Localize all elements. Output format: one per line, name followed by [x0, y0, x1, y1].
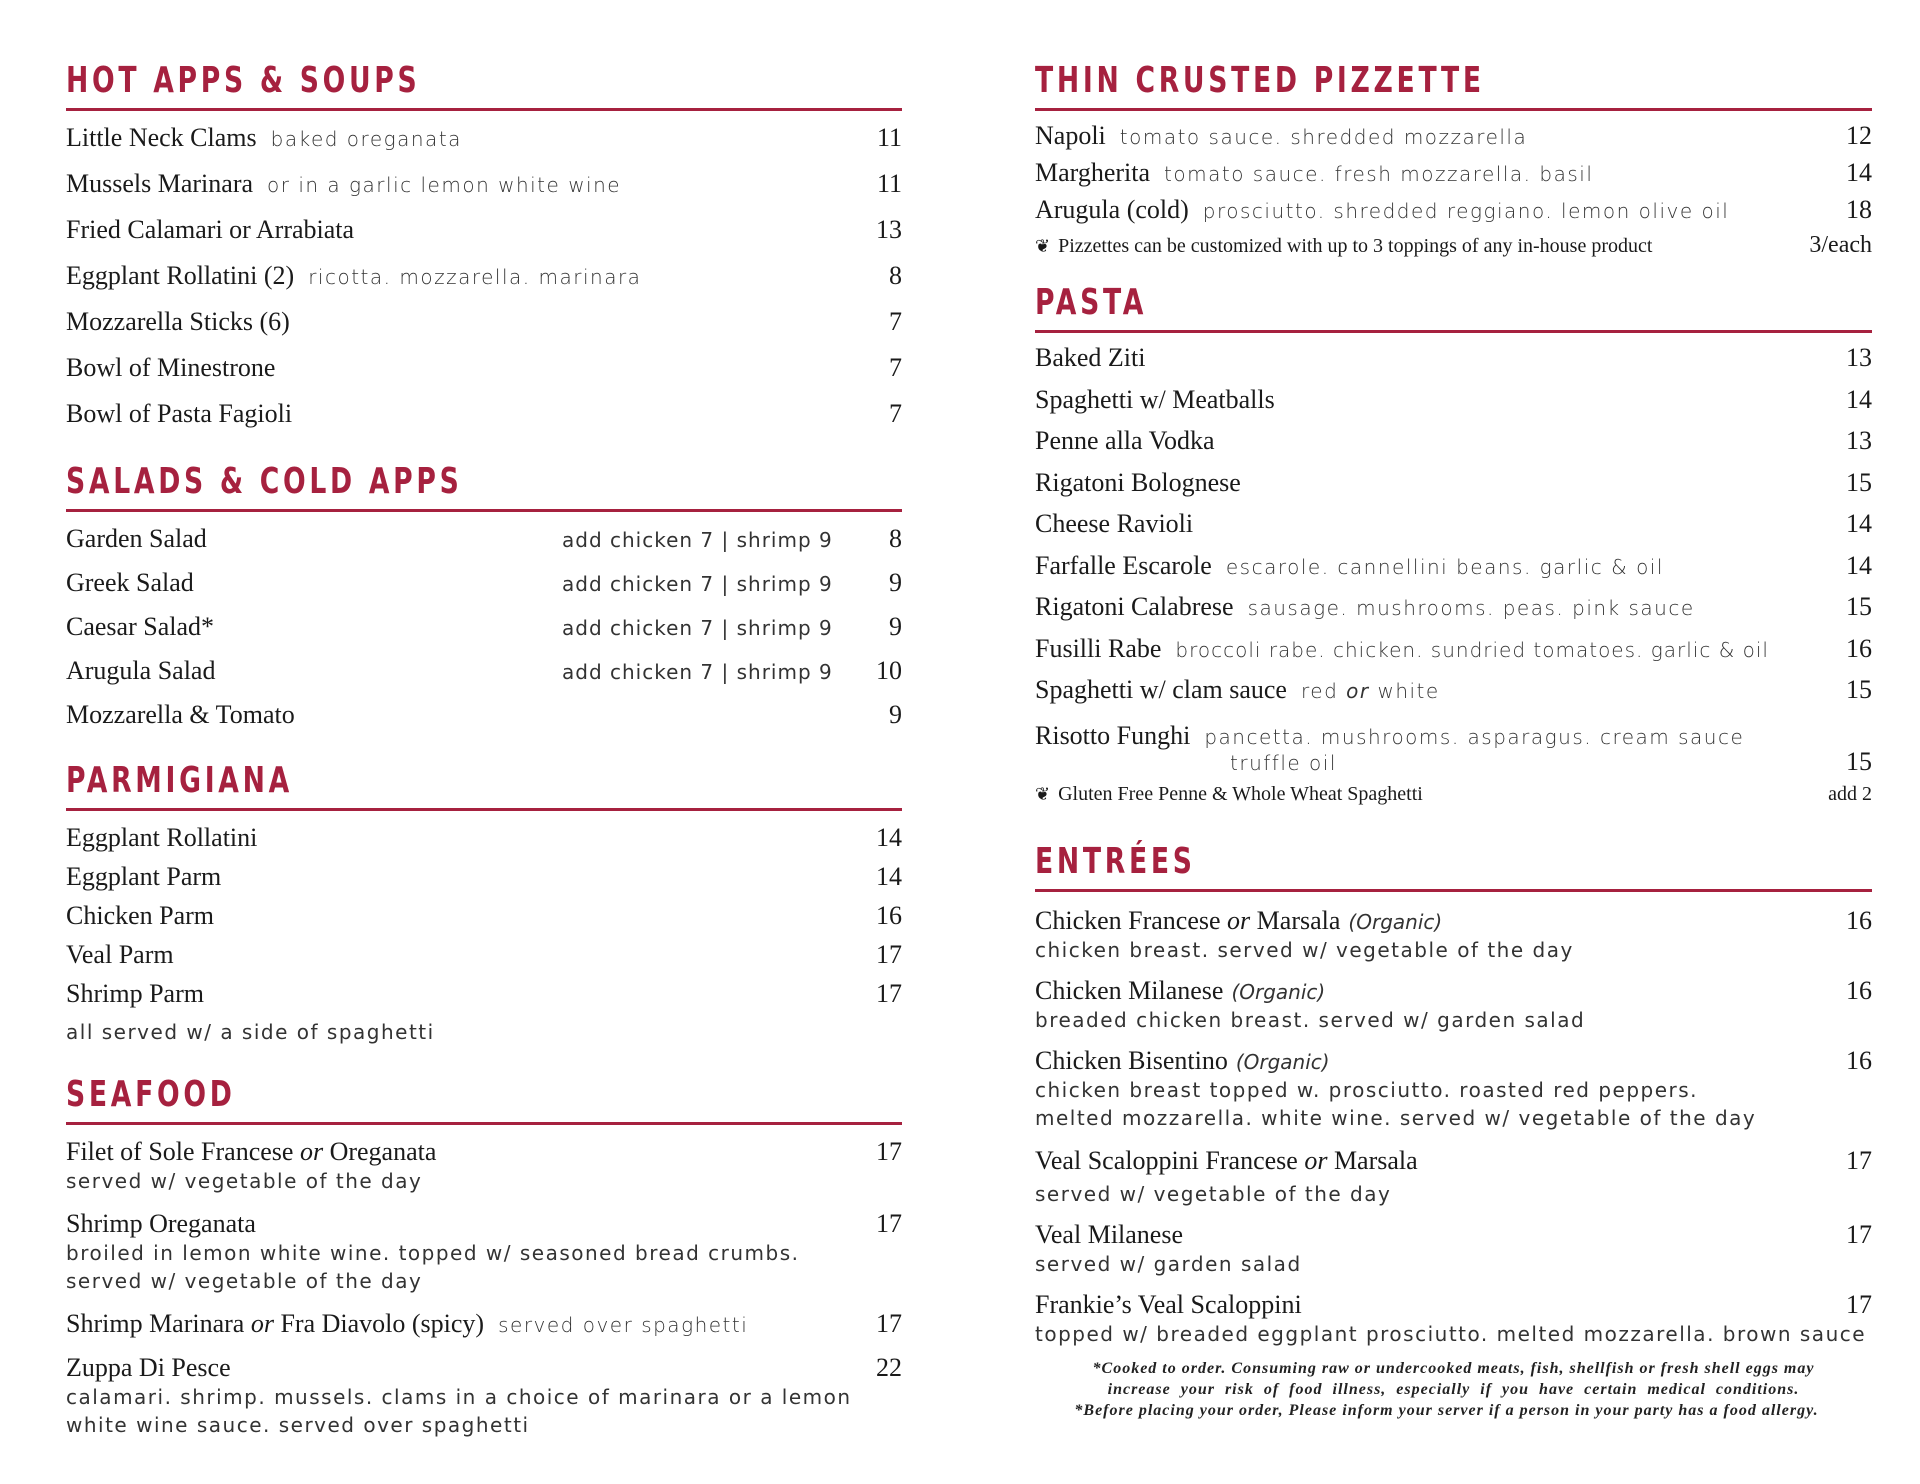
menu-item: Baked Ziti 13	[1035, 343, 1872, 372]
menu-item: Fusilli Rabe broccoli rabe. chicken. sundried tomatoes. garlic & oil 16	[1035, 633, 1872, 663]
section-note: ❦ Gluten Free Penne & Whole Wheat Spaghetti add 2	[1035, 782, 1872, 805]
menu-item: Eggplant Rollatini 14	[66, 823, 902, 852]
section-note: ❦ Pizzettes can be customized with up to 3 toppings of any in-house product 3/each	[1035, 232, 1872, 258]
menu-item: Veal Scaloppini Francese or Marsala 17 served w/ vegetable of the day	[1035, 1145, 1872, 1206]
section-hot-apps	[66, 58, 902, 445]
menu-item: Chicken Bisentino (Organic) 16 chicken breast topped w. prosciutto. roasted red peppers. melted mozzarella. white wine. served w/ vegetable of the day	[1035, 1045, 1872, 1130]
menu-item: Risotto Funghi pancetta. mushrooms. asparagus. cream sauce truffle oil 15	[1035, 720, 1872, 776]
menu-item: Bowl of Minestrone 7	[66, 353, 902, 382]
section-title: SALADS & COLD APPS	[66, 461, 463, 502]
menu-item: Zuppa Di Pesce 22 calamari. shrimp. mussels. clams in a choice of marinara or a lemon white wine sauce. served over spaghetti	[66, 1353, 902, 1437]
menu-item: Chicken Milanese (Organic) 16 breaded chicken breast. served w/ garden salad	[1035, 975, 1872, 1032]
menu-item: Eggplant Parm 14	[66, 862, 902, 891]
menu-item: Mussels Marinara or in a garlic lemon white wine 11	[66, 169, 902, 198]
section-pasta	[1035, 280, 1872, 819]
section-title: PARMIGIANA	[66, 760, 293, 801]
section-seafood	[66, 1072, 902, 1439]
section-parmigiana	[66, 758, 902, 1046]
menu-item: Shrimp Parm 17	[66, 979, 902, 1008]
menu-item: Little Neck Clams baked oreganata 11	[66, 123, 902, 152]
menu-item: Mozzarella & Tomato 9	[66, 700, 902, 729]
menu-item: Mozzarella Sticks (6) 7	[66, 307, 902, 336]
menu-item: Arugula Salad add chicken 7 | shrimp 9 10	[66, 656, 902, 685]
menu-item: Veal Milanese 17 served w/ garden salad	[1035, 1219, 1872, 1276]
section-entrees	[1035, 839, 1872, 1421]
section-salads	[66, 459, 902, 744]
menu-item: Shrimp Oreganata 17 broiled in lemon white wine. topped w/ seasoned bread crumbs. served w/ vegetable of the day	[66, 1209, 902, 1293]
menu-item: Spaghetti w/ clam sauce red or white 15	[1035, 675, 1872, 704]
section-title: SEAFOOD	[66, 1074, 236, 1115]
section-rule	[66, 108, 902, 111]
section-rule	[1035, 108, 1872, 111]
section-title: HOT APPS & SOUPS	[66, 60, 421, 101]
menu-item: Napoli tomato sauce. shredded mozzarella 12	[1035, 121, 1872, 150]
menu-item: Arugula (cold) prosciutto. shredded reggiano. lemon olive oil 18	[1035, 195, 1872, 224]
menu-item: Bowl of Pasta Fagioli 7	[66, 399, 902, 428]
menu-item: Chicken Parm 16	[66, 901, 902, 930]
menu-item: Margherita tomato sauce. fresh mozzarella. basil 14	[1035, 158, 1872, 187]
menu-item: Filet of Sole Francese or Oreganata 17 served w/ vegetable of the day	[66, 1137, 902, 1193]
menu-item: Eggplant Rollatini (2) ricotta. mozzarella. marinara 8	[66, 261, 902, 290]
section-rule	[1035, 889, 1872, 892]
section-note: all served w/ a side of spaghetti	[66, 1020, 435, 1044]
menu-item: Garden Salad add chicken 7 | shrimp 9 8	[66, 524, 902, 553]
left-column	[66, 58, 902, 1439]
menu-item: Frankie’s Veal Scaloppini 17 topped w/ breaded eggplant prosciutto. melted mozzarella. brown sauce	[1035, 1289, 1872, 1346]
section-rule	[66, 509, 902, 512]
menu-item: Penne alla Vodka 13	[1035, 426, 1872, 455]
menu-item: Veal Parm 17	[66, 940, 902, 969]
section-rule	[66, 1122, 902, 1125]
menu-item: Farfalle Escarole escarole. cannellini beans. garlic & oil 14	[1035, 550, 1872, 580]
menu-item: Greek Salad add chicken 7 | shrimp 9 9	[66, 568, 902, 597]
menu-item: Rigatoni Calabrese sausage. mushrooms. peas. pink sauce 15	[1035, 592, 1872, 621]
menu-item: Spaghetti w/ Meatballs 14	[1035, 384, 1872, 414]
allergy-disclaimer: *Cooked to order. Consuming raw or undercooked meats, fish, shellfish or fresh shell eggs may increase your risk of food illness, especially if you have certain medical conditions. *Before placing your order, Please inform your server if a person in your party has a food allergy.	[1074, 1359, 1819, 1419]
right-column	[1035, 58, 1872, 1421]
flourish-icon: ❦	[1035, 783, 1051, 804]
menu-item: Cheese Ravioli 14	[1035, 509, 1872, 538]
section-title: ENTRÉES	[1035, 840, 1196, 882]
flourish-icon: ❦	[1035, 236, 1051, 256]
section-pizzette	[1035, 58, 1872, 268]
section-title: THIN CRUSTED PIZZETTE	[1035, 60, 1485, 101]
menu-item: Fried Calamari or Arrabiata 13	[66, 215, 902, 244]
section-rule	[66, 808, 902, 811]
section-title: PASTA	[1035, 282, 1148, 323]
section-rule	[1035, 330, 1872, 333]
menu-item: Chicken Francese or Marsala (Organic) 16 chicken breast. served w/ vegetable of the day	[1035, 905, 1872, 962]
menu-item: Shrimp Marinara or Fra Diavolo (spicy) served over spaghetti 17	[66, 1309, 902, 1338]
menu-item: Rigatoni Bolognese 15	[1035, 467, 1872, 497]
menu-item: Caesar Salad* add chicken 7 | shrimp 9 9	[66, 612, 902, 641]
